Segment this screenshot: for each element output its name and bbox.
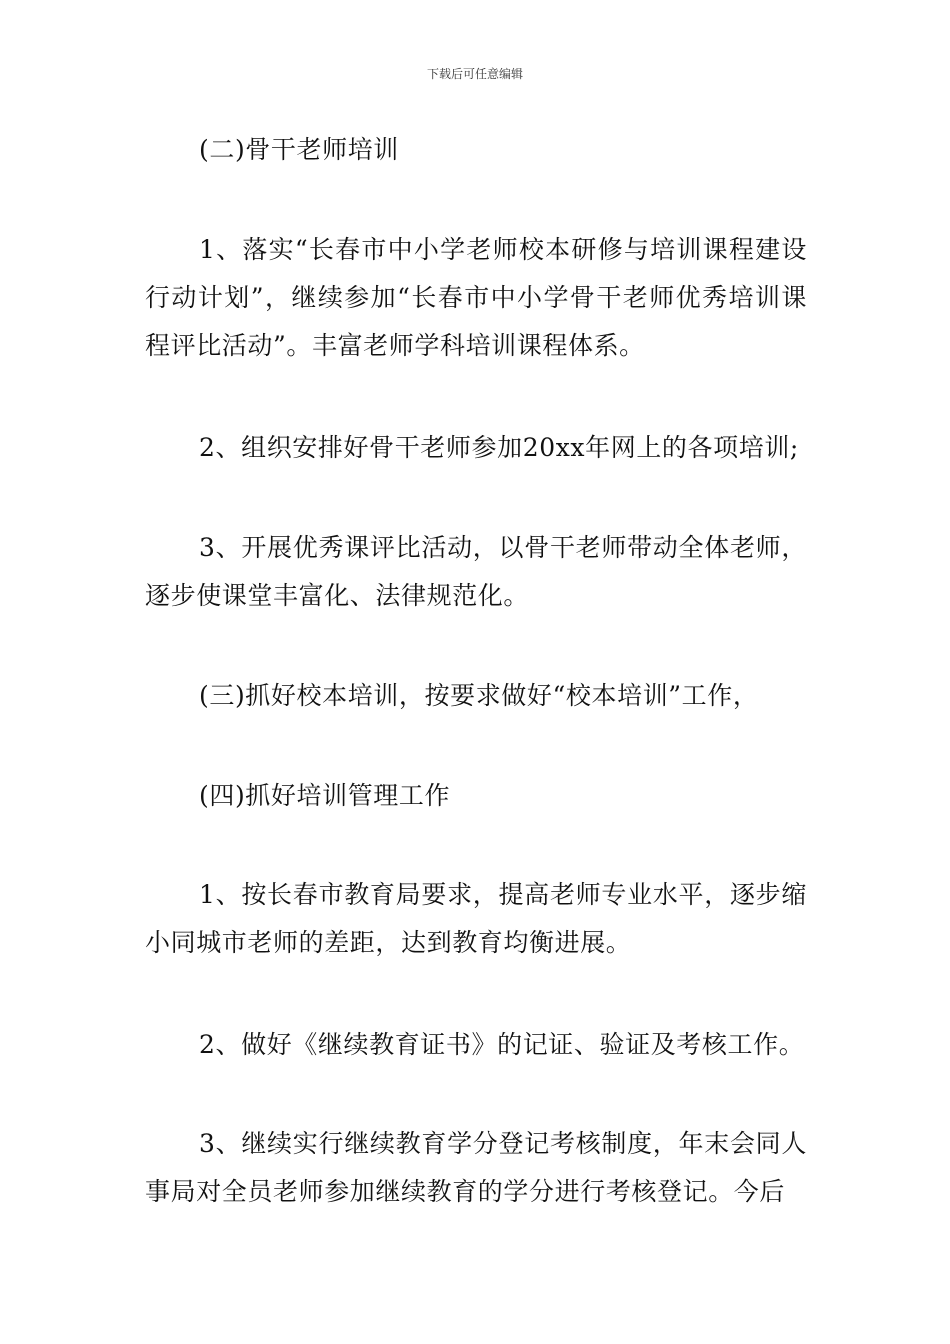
section-heading-2: (二)骨干老师培训 xyxy=(199,135,399,164)
paragraph-item-3: 3、开展优秀课评比活动，以骨干老师带动全体老师，逐步使课堂丰富化、法律规范化。 xyxy=(145,533,807,610)
section-heading-4: (四)抓好培训管理工作 xyxy=(199,781,451,810)
paragraph-item-4-3: 3、继续实行继续教育学分登记考核制度，年末会同人事局对全员老师参加继续教育的学分进行考核登记。今后 xyxy=(145,1129,807,1206)
paragraph-item-1: 1、落实“长春市中小学老师校本研修与培训课程建设行动计划”，继续参加“长春市中小学骨干老师优秀培训课程评比活动”。丰富老师学科培训课程体系。 xyxy=(145,235,807,360)
paragraph-item-4-1: 1、按长春市教育局要求，提高老师专业水平，逐步缩小同城市老师的差距，达到教育均衡进展。 xyxy=(145,880,807,957)
paragraph-item-2: 2、组织安排好骨干老师参加20xx年网上的各项培训; xyxy=(199,433,799,462)
section-heading-3: (三)抓好校本培训，按要求做好“校本培训”工作， xyxy=(199,681,759,710)
page-header: 下载后可任意编辑 xyxy=(426,67,523,81)
paragraph-item-4-2: 2、做好《继续教育证书》的记证、验证及考核工作。 xyxy=(199,1030,805,1059)
